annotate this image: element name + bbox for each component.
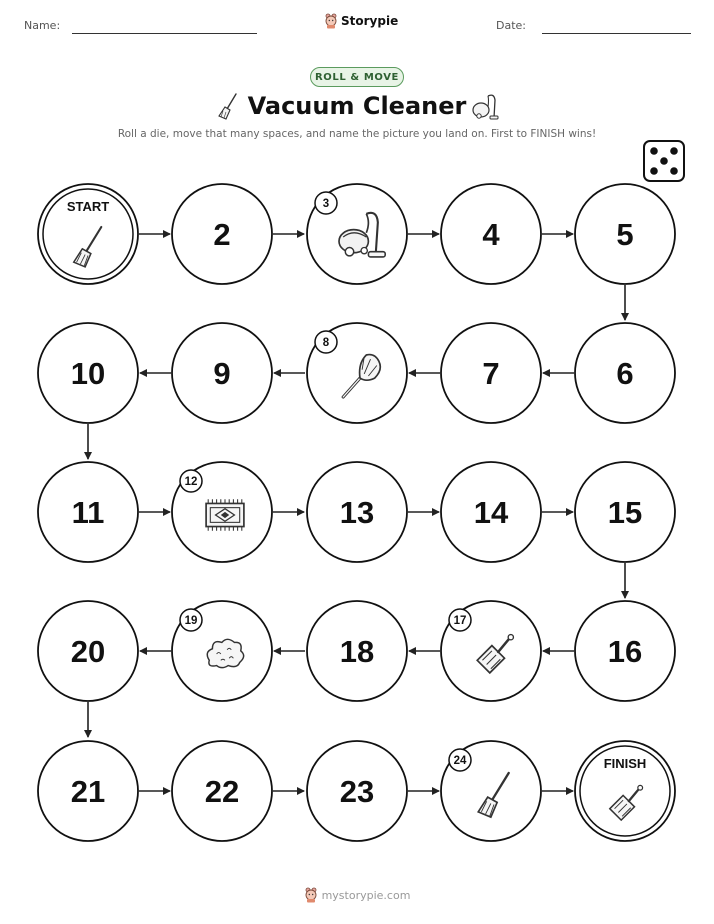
space-number: 12 — [184, 476, 198, 488]
die-pip — [660, 157, 668, 165]
footer-url[interactable]: mystorypie.com — [321, 888, 411, 902]
board-space-19[interactable] — [172, 601, 272, 701]
storypie-mascot-icon — [304, 887, 318, 903]
board-space-9[interactable] — [172, 323, 272, 423]
board-space-8[interactable] — [307, 323, 407, 423]
die-pip — [670, 147, 678, 155]
space-number: 3 — [322, 198, 330, 210]
space-number: 22 — [204, 774, 240, 809]
finish-label: FINISH — [603, 756, 647, 771]
space-number: 24 — [453, 755, 467, 767]
space-number: 6 — [616, 356, 634, 391]
board-space-22[interactable] — [172, 741, 272, 841]
board-space-12[interactable] — [172, 462, 272, 562]
footer — [0, 887, 714, 903]
board-space-15[interactable] — [575, 462, 675, 562]
page-title: Vacuum Cleaner — [247, 92, 467, 120]
space-number: 2 — [213, 217, 231, 252]
instructions: Roll a die, move that many spaces, and name the picture you land on. First to FINISH wins! — [117, 128, 597, 140]
space-number: 18 — [339, 634, 375, 669]
space-number: 11 — [71, 495, 105, 530]
space-number: 5 — [616, 217, 634, 252]
board-space-13[interactable] — [307, 462, 407, 562]
board-space-14[interactable] — [441, 462, 541, 562]
die-pip — [670, 167, 678, 175]
space-number: 9 — [213, 356, 231, 391]
space-number: 16 — [607, 634, 643, 669]
date-label: Date: — [496, 19, 526, 32]
brand-name: Storypie — [341, 14, 399, 28]
space-number: 10 — [70, 356, 106, 391]
board-space-2[interactable] — [172, 184, 272, 284]
space-number: 4 — [482, 217, 500, 252]
board-space-4[interactable] — [441, 184, 541, 284]
start-label: START — [66, 199, 110, 214]
board-space-11[interactable] — [38, 462, 138, 562]
board-space-23[interactable] — [307, 741, 407, 841]
space-number: 13 — [339, 495, 375, 530]
die-icon — [644, 141, 684, 181]
board-space-21[interactable] — [38, 741, 138, 841]
space-number: 17 — [453, 615, 467, 627]
finish-space[interactable] — [575, 741, 675, 841]
space-number: 21 — [70, 774, 106, 809]
board-space-10[interactable] — [38, 323, 138, 423]
board-space-20[interactable] — [38, 601, 138, 701]
board-space-24[interactable] — [441, 741, 541, 841]
board-space-5[interactable] — [575, 184, 675, 284]
space-number: 14 — [473, 495, 509, 530]
space-number: 20 — [70, 634, 106, 669]
space-number: 19 — [184, 615, 198, 627]
die-pip — [650, 167, 658, 175]
space-number: 15 — [607, 495, 643, 530]
board-space-16[interactable] — [575, 601, 675, 701]
board-space-7[interactable] — [441, 323, 541, 423]
space-number: 8 — [322, 337, 330, 349]
die-pip — [650, 147, 658, 155]
name-label: Name: — [24, 19, 61, 32]
space-number: 7 — [482, 356, 500, 391]
rug-icon — [206, 499, 244, 531]
space-number: 23 — [339, 774, 375, 809]
board-space-18[interactable] — [307, 601, 407, 701]
board-space-17[interactable] — [441, 601, 541, 701]
board-space-6[interactable] — [575, 323, 675, 423]
start-space[interactable] — [38, 184, 138, 284]
board-space-3[interactable] — [307, 184, 407, 284]
roll-and-move-badge: ROLL & MOVE — [310, 67, 404, 87]
